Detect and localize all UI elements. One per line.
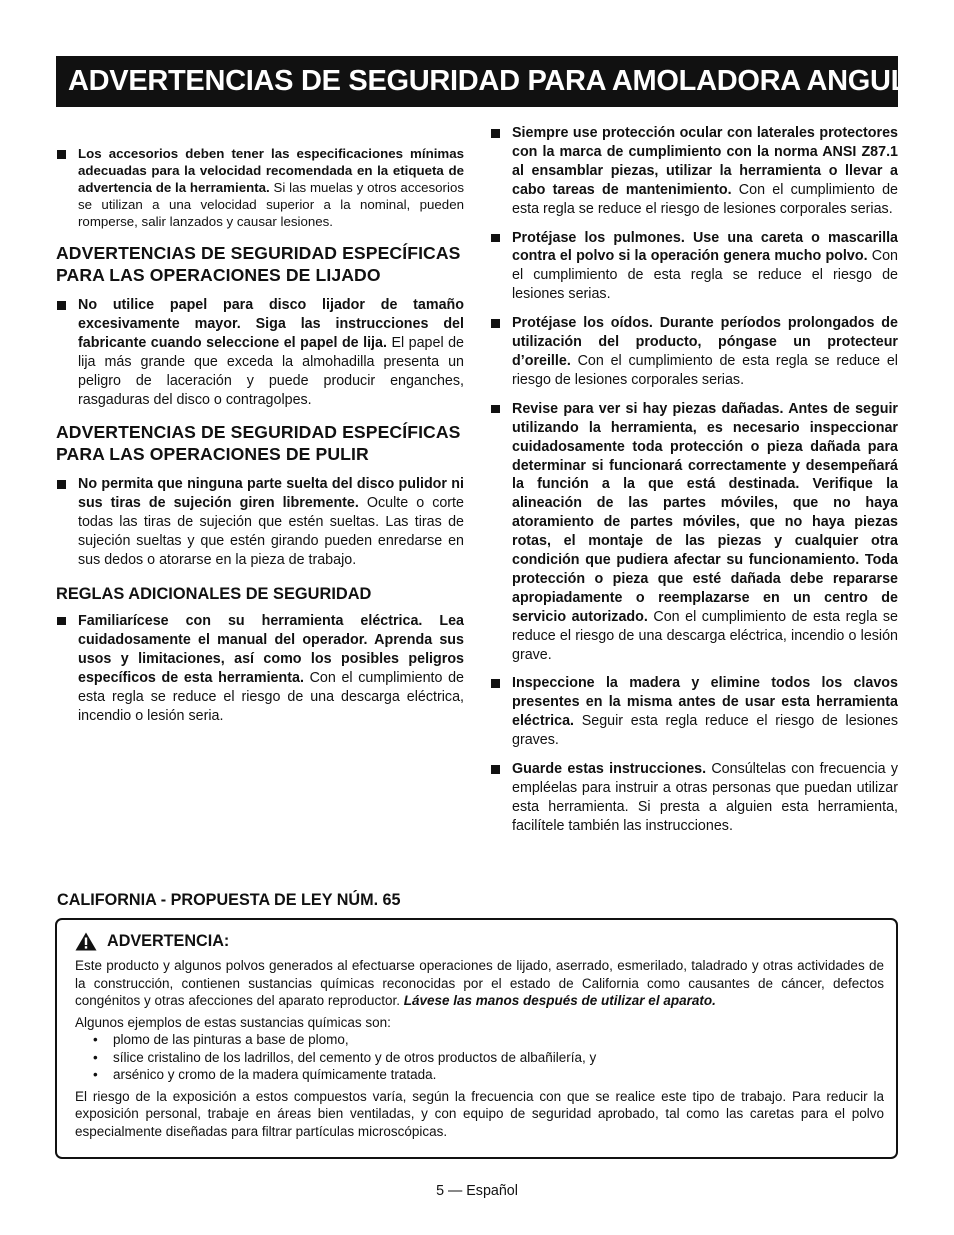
warning-paragraph-1 <box>75 957 884 1010</box>
examples-list <box>75 1031 884 1084</box>
sanding-heading: ADVERTENCIAS DE SEGURIDAD ESPECÍFICAS PARA LAS OPERACIONES DE LIJADO <box>56 243 461 285</box>
additional-rules-text: Con el cumplimiento de esta regla se reduce el riesgo de una descarga eléctrica, incendio o lesión seria. <box>78 669 464 724</box>
california-prop65-heading: CALIFORNIA - PROPUESTA DE LEY NÚM. 65 <box>57 891 401 909</box>
warning-paragraph-2: El riesgo de la exposición a estos compuestos varía, según la frecuencia con que se realice este tipo de trabajo. Para reducir la exposición personal, trabaje en áreas bien ventiladas, y con equipo de seguridad aprobado, tal como las caretas para el polvo especialmente diseñadas para filtrar partículas microscópicas. <box>75 1088 884 1139</box>
page-title: ADVERTENCIAS DE SEGURIDAD PARA AMOLADORA ANGULAR <box>68 65 950 97</box>
polishing-text: Oculte o corte todas las tiras de sujeción que estén sueltas. Las tiras de sujeción sueltas y que estén girando pueden enredarse en sus dedos o atorarse en la pieza de trabajo. <box>78 495 464 569</box>
list-item: • arsénico y cromo de la madera químicamente tratada. <box>75 1066 884 1084</box>
polishing-heading: ADVERTENCIAS DE SEGURIDAD ESPECÍFICAS PARA LAS OPERACIONES DE PULIR <box>56 422 461 465</box>
inspect-wood-item <box>490 674 898 750</box>
lung-protection-bold: Protéjase los pulmones. Use una careta o mascarilla contra el polvo si la operación genera mucho polvo. <box>512 229 898 265</box>
eye-protection-item <box>490 124 898 219</box>
lung-protection-item <box>490 229 898 305</box>
wash-hands-emphasis: Lávese las manos después de utilizar el aparato. <box>403 993 716 1008</box>
right-column <box>490 124 898 836</box>
polishing-item <box>56 475 464 570</box>
warning-title: ADVERTENCIA: <box>107 931 230 950</box>
eye-protection-bold: Siempre use protección ocular con laterales protectores con la marca de cumplimiento con la norma ANSI Z87.1 al ensamblar piezas, utilizar la herramienta o llevar a cabo tareas de mantenimiento. <box>512 125 898 198</box>
ear-protection-bold: Protéjase los oídos. Durante períodos prolongados de utilización del producto, póngase un protecteur d’oreille. <box>512 315 898 369</box>
damaged-parts-item <box>490 400 898 665</box>
list-item: • plomo de las pinturas a base de plomo, <box>75 1031 884 1049</box>
accessory-rating-item <box>56 145 464 230</box>
damaged-parts-text: Con el cumplimiento de esta regla se reduce el riesgo de una descarga eléctrica, incendio o lesión grave. <box>512 608 898 663</box>
additional-rules-item <box>56 612 464 725</box>
accessory-rating-text: Si las muelas y otros accesorios se utilizan a una velocidad superior a la nominal, pueden romperse, salir lanzados y causar lesiones. <box>78 180 464 229</box>
eye-protection-text: Con el cumplimiento de esta regla se reduce el riesgo de lesiones corporales serias. <box>512 181 899 217</box>
warning-title-row <box>75 932 884 951</box>
prop65-warning-box <box>55 918 898 1159</box>
page-footer: 5 — Español <box>436 1183 518 1199</box>
additional-rules-bold: Familiarícese con su herramienta eléctrica. Lea cuidadosamente el manual del operador. Aprenda sus usos y limitaciones, así como los posibles peligros específicos de esta herramienta. <box>78 612 464 686</box>
warning-paragraph-1-text: Este producto y algunos polvos generados al efectuarse operaciones de lijado, aserrado, esmerilado, taladrado y otras actividades de la construcción, contienen sustancias químicas reconocidas por el estado de California como causantes de cáncer, defectos congénitos y otras afecciones del aparato reproductor. <box>75 958 884 1008</box>
ear-protection-text: Con el cumplimiento de esta regla se reduce el riesgo de lesiones corporales serias. <box>512 352 898 388</box>
left-column <box>56 145 464 725</box>
additional-rules-heading: REGLAS ADICIONALES DE SEGURIDAD <box>56 584 372 603</box>
accessory-rating-bold: Los accesorios deben tener las especificaciones mínimas adecuadas para la velocidad recomendada en la etiqueta de advertencia de la herramienta. <box>78 146 464 195</box>
inspect-wood-text: Seguir esta regla reduce el riesgo de lesiones graves. <box>512 713 898 749</box>
lung-protection-text: Con el cumplimiento de esta regla se reduce el riesgo de lesiones serias. <box>512 248 898 303</box>
page-title-banner <box>56 56 950 107</box>
save-instructions-bold: Guarde estas instrucciones. <box>512 761 707 778</box>
list-item: • sílice cristalino de los ladrillos, del cemento y de otros productos de albañilería, y <box>75 1049 884 1067</box>
save-instructions-text: Consúltelas con frecuencia y empléelas para instruir a otras personas que puedan utilizar esta herramienta. Si presta a alguien esta herramienta, facilítele también las instrucciones. <box>512 761 898 834</box>
sanding-bold: No utilice papel para disco lijador de tamaño excesivamente mayor. Siga las instrucciones del fabricante cuando seleccione el papel de lija. <box>78 297 464 351</box>
polishing-bold: No permita que ninguna parte suelta del disco pulidor ni sus tiras de sujeción giren libremente. <box>78 476 464 512</box>
inspect-wood-bold: Inspeccione la madera y elimine todos los clavos presentes en la misma antes de usar esta herramienta eléctrica. <box>512 675 898 730</box>
examples-intro: Algunos ejemplos de estas sustancias químicas son: <box>75 1014 391 1030</box>
sanding-item <box>56 296 464 409</box>
save-instructions-item <box>490 760 898 836</box>
sanding-text: El papel de lija más grande que exceda la almohadilla presenta un peligro de laceración y puede producir enganches, rasgaduras del disco o contragolpes. <box>78 334 465 408</box>
warning-triangle-icon <box>75 932 97 951</box>
damaged-parts-bold: Revise para ver si hay piezas dañadas. Antes de seguir utilizando la herramienta, es necesario inspeccionar cuidadosamente toda protección o pieza dañada para determinar si funcionará correctamente y desempeñará la función a la que está destinada. Verifique la alineación de las partes móviles, que no haya atoramiento de partes móviles, que no haya piezas rotas, el montaje de las piezas y cualquier otra condición que pudiera afectar su funcionamiento. Toda protección o pieza que esté dañada debe repararse apropiadamente o reemplazarse en un centro de servicio autorizado. <box>512 400 898 625</box>
ear-protection-item <box>490 314 898 390</box>
